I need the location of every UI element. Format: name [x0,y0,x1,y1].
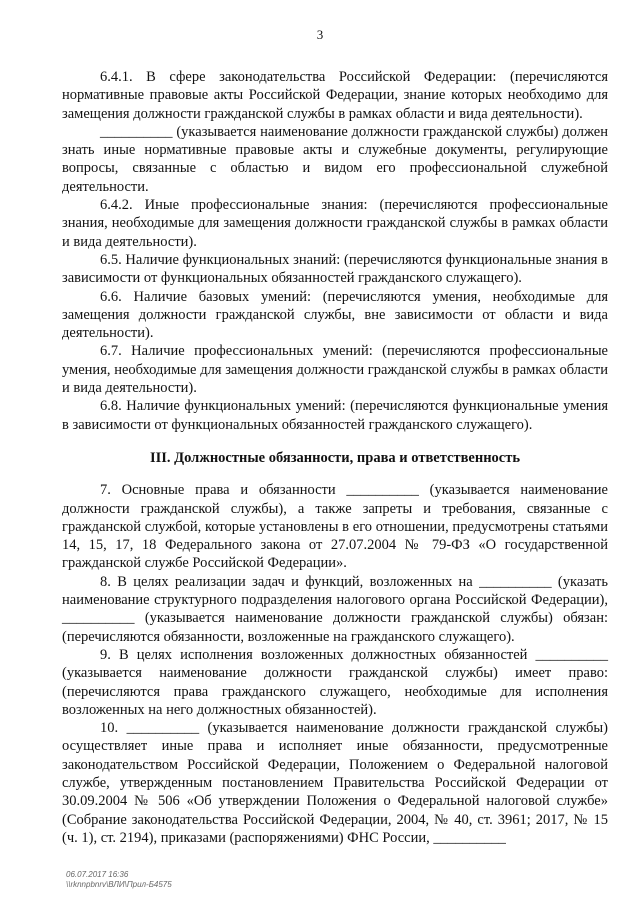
paragraph-6-6: 6.6. Наличие базовых умений: (перечисляются умения, необходимые для замещения должности гражданской службы, вне зависимости от области и вида деятельности). [62,288,608,342]
footer-file-path: \\rknnpbnrv\ВЛИ\Прил-Б4575 [66,880,172,889]
section-heading: III. Должностные обязанности, права и ответственность [149,449,521,466]
paragraph-9: 9. В целях исполнения возложенных должностных обязанностей __________ (указывается наименование должности гражданской службы) имеет право: (перечисляются права гражданского служащего, необходимые для исполнения возложенных на него должностных обязанностей). [62,646,608,718]
paragraph-position-knowledge: __________ (указывается наименование должности гражданской службы) должен знать иные нормативные правовые акты и служебные документы, регулирующие вопросы, связанные с областью и видом его профессиональной служебной деятельности. [62,123,608,195]
paragraph-6-4-2: 6.4.2. Иные профессиональные знания: (перечисляются профессиональные знания, необходимые для замещения должности гражданской службы в рамках области и вида деятельности). [62,197,608,250]
footer-timestamp: 06.07.2017 16:36 [66,870,129,879]
document-body [62,68,608,847]
paragraph-10: 10. __________ (указывается наименование должности гражданской службы) осуществляет иные права и исполняет иные обязанности, предусмотренные законодательством Российской Федерации, Положением о Федеральной налоговой службе, утвержденным постановлением Правительства Российской Федерации от 30.09.2004 № 506 «Об утверждении Положения о Федеральной налоговой службе» (Собрание законодательства Российской Федерации, 2004, № 40, ст. 3961; 2017, № 15 (ч. 1), ст. 2194), приказами (распоряжениями) ФНС России, __________ [62,720,608,846]
paragraph-8: 8. В целях реализации задач и функций, возложенных на __________ (указать наименование структурного подразделения налогового органа Российской Федерации), __________ (указывается наименование должности гражданской службы) обязан: (перечисляются обязанности, возложенные на гражданского служащего). [62,573,608,645]
paragraph-6-5: 6.5. Наличие функциональных знаний: (перечисляются функциональные знания в зависимости от функциональных обязанностей гражданского служащего). [62,251,608,287]
paragraph-6-7: 6.7. Наличие профессиональных умений: (перечисляются профессиональные умения, необходимые для замещения должности гражданской службы в рамках области и вида деятельности). [62,343,608,397]
page-number: 3 [316,27,324,42]
paragraph-6-8: 6.8. Наличие функциональных умений: (перечисляются функциональные умения в зависимости от функциональных обязанностей гражданского служащего). [62,398,608,433]
paragraph-7: 7. Основные права и обязанности __________ (указывается наименование должности гражданской службы), а также запреты и требования, связанные с гражданской службой, которые установлены в его отношении, предусмотрены статьями 14, 15, 17, 18 Федерального закона от 27.07.2004 № 79-ФЗ «О государственной гражданской службе Российской Федерации». [62,482,608,572]
footer-stamp [66,870,172,890]
paragraph-6-4-1: 6.4.1. В сфере законодательства Российской Федерации: (перечисляются нормативные правовые акты Российской Федерации, знание которых необходимо для замещения должности гражданской службы в рамках области и вида деятельности). [62,69,608,122]
